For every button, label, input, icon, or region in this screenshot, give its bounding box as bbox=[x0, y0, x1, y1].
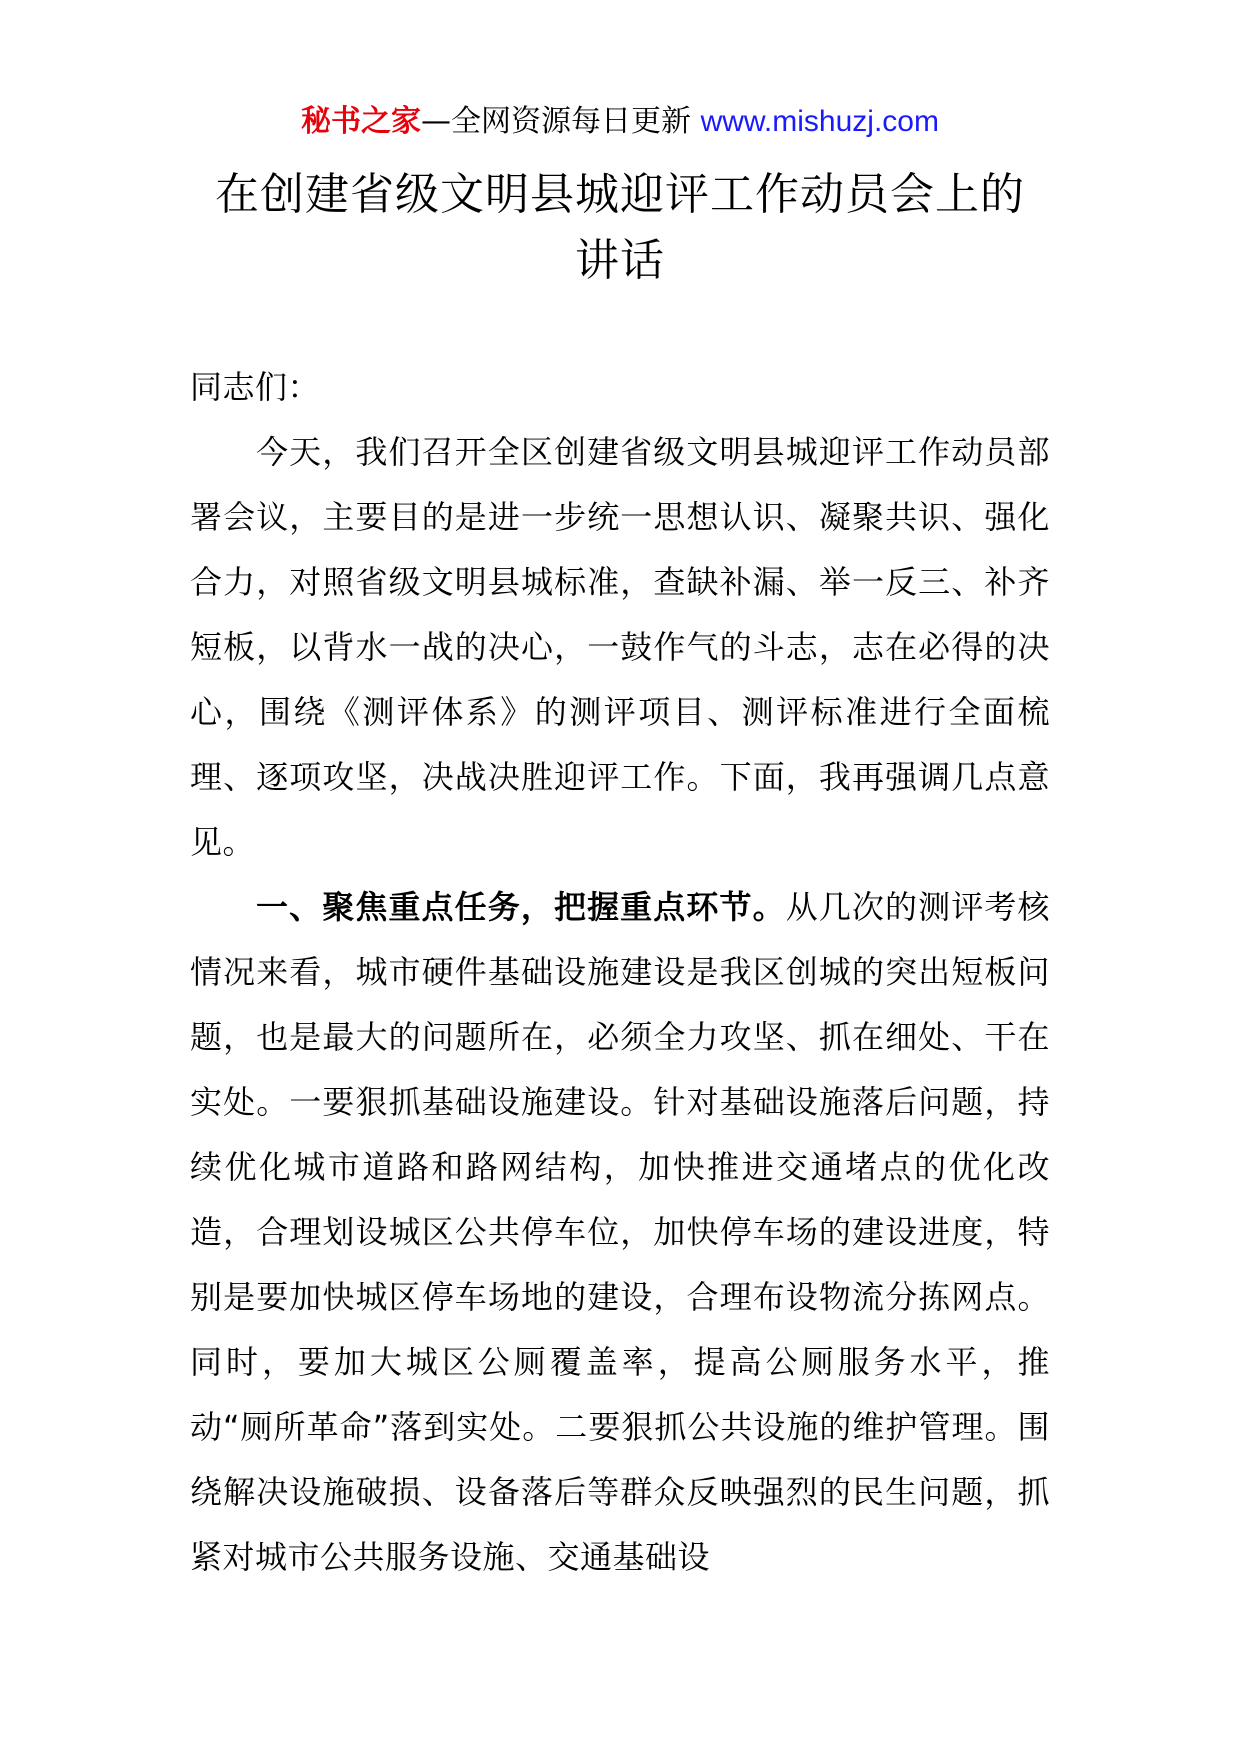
title-line-2: 讲话 bbox=[575, 235, 665, 286]
brand-name: 秘书之家 bbox=[301, 104, 422, 139]
paragraph-1: 今天，我们召开全区创建省级文明县城迎评工作动员部署会议，主要目的是进一步统一思想认识、凝聚共识、强化合力，对照省级文明县城标准，查缺补漏、举一反三、补齐短板，以背水一战的决心，一鼓作气的斗志，志在必得的决心，围绕《测评体系》的测评项目、测评标准进行全面梳理、逐项攻坚，决战决胜迎评工作。下面，我再强调几点意见。 bbox=[190, 433, 1050, 861]
section-1-body: 从几次的测评考核情况来看，城市硬件基础设施建设是我区创城的突出短板问题，也是最大的问题所在，必须全力攻坚、抓在细处、干在实处。一要狠抓基础设施建设。针对基础设施落后问题，持续优化城市道路和路网结构，加快推进交通堵点的优化改造，合理划设城区公共停车位，加快停车场的建设进度，特别是要加快城区停车场地的建设，合理布设物流分拣网点。同时，要加大城区公厕覆盖率，提高公厕服务水平，推动“厕所革命”落到实处。二要狠抓公共设施的维护管理。围绕解决设施破损、设备落后等群众反映强烈的民生问题，抓紧对城市公共服务设施、交通基础设 bbox=[190, 888, 1050, 1576]
site-url-link[interactable]: www.mishuzj.com bbox=[700, 105, 939, 138]
salutation: 同志们： bbox=[190, 368, 321, 406]
watermark-header bbox=[0, 100, 1240, 144]
section-1-heading: 一、聚焦重点任务，把握重点环节。 bbox=[256, 888, 786, 926]
document-title bbox=[150, 162, 1090, 294]
document-body bbox=[190, 355, 1050, 1590]
title-line-1: 在创建省级文明县城迎评工作动员会上的 bbox=[215, 169, 1025, 220]
header-tagline: —全网资源每日更新 bbox=[421, 104, 701, 139]
section-1-paragraph bbox=[190, 875, 1050, 1590]
